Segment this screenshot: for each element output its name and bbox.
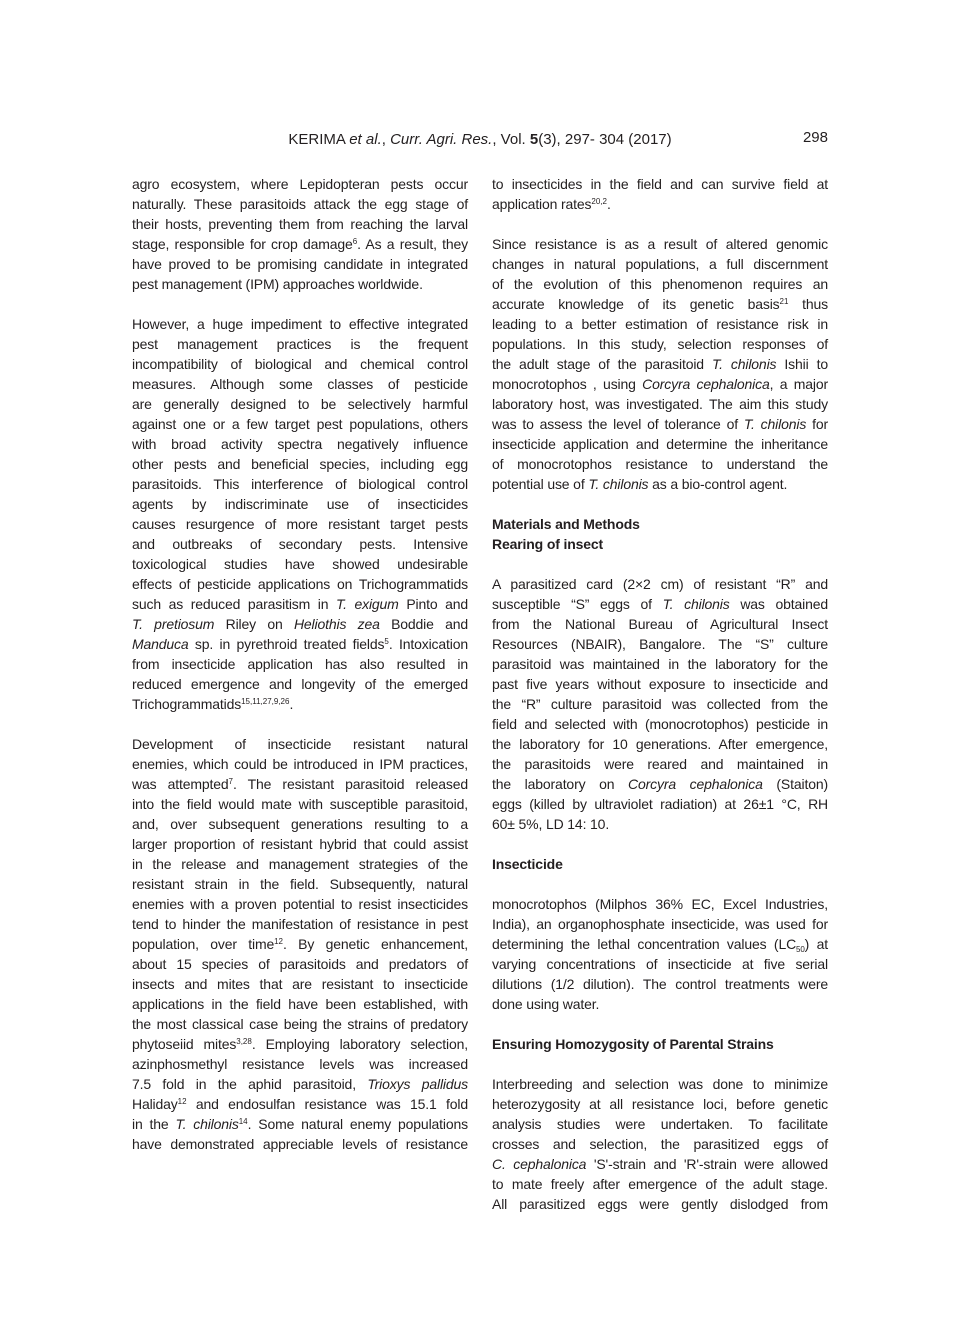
italic-term: C. cephalonica: [492, 1156, 587, 1172]
paragraph-gap: [492, 214, 828, 234]
text-line: analysis studies were undertaken. To facilitate: [492, 1116, 828, 1132]
text-line: with broad activity spectra negatively influence: [132, 436, 468, 452]
italic-term: T. chilonis: [743, 416, 807, 432]
text-line: [492, 774, 828, 794]
text-run: . Some natural enemy populations: [247, 1116, 468, 1132]
text-run: as a bio-control agent.: [648, 476, 788, 492]
text-run: stage, responsible for crop damage: [132, 236, 353, 252]
text-line: have proved to be promising candidate in integrated: [132, 256, 468, 272]
paragraph: [492, 234, 828, 494]
paragraph: [492, 894, 828, 1014]
text-line: of monocrotophos resistance to understand the: [492, 456, 828, 472]
text-run: 'S'-strain and 'R'-strain were allowed: [586, 1156, 828, 1172]
text-line: the parasitoids were reared and maintained in: [492, 756, 828, 772]
text-run: was obtained: [729, 596, 828, 612]
italic-term: Corcyra cephalonica: [642, 376, 770, 392]
journal-name: Curr. Agri. Res.: [390, 131, 493, 148]
text-line: in the release and management strategies of the: [132, 856, 468, 872]
text-line: done using water.: [492, 996, 600, 1012]
text-line: dilutions (1/2 dilution). The control treatments were: [492, 976, 828, 992]
text-run: Pinto and: [398, 596, 469, 612]
issue-pages-year: (3), 297- 304 (2017): [538, 131, 672, 148]
text-line: [492, 934, 828, 954]
paragraph-gap: [132, 714, 468, 734]
text-line: are generally designed to be selectively harmful: [132, 396, 468, 412]
text-line: insecticide application and determine the inheritance: [492, 436, 828, 452]
text-line: tend to hinder the manifestation of resistance in pest: [132, 916, 468, 932]
text-line: past five years without exposure to insecticide and: [492, 676, 828, 692]
text-line: field and selected with (monocrotophos) pesticide in: [492, 716, 828, 732]
text-run: .: [289, 696, 294, 712]
text-run: phytoseiid mites: [132, 1036, 237, 1052]
et-al: et al.: [349, 131, 382, 148]
text-line: the most classical case being the strains of predatory: [132, 1016, 468, 1032]
italic-term: T. chilonis: [711, 356, 777, 372]
text-line: causes resurgence of more resistant target pests: [132, 516, 468, 532]
text-run: thus: [788, 296, 828, 312]
text-line: [132, 774, 468, 794]
text-run: sp. in pyrethroid treated fields: [188, 636, 385, 652]
text-line: the “R” culture parasitoid was collected from the: [492, 696, 828, 712]
text-line: [132, 1074, 468, 1094]
text-run: the adult stage of the parasitoid: [492, 356, 712, 372]
text-line: enemies, which could be introduced in IPM practices,: [132, 756, 468, 772]
italic-term: Heliothis zea: [293, 616, 380, 632]
text-run: .: [606, 196, 611, 212]
citation-superscript: 3,28: [236, 1037, 252, 1046]
citation-superscript: 14: [238, 1117, 248, 1126]
text-run: ) at: [804, 936, 828, 952]
paragraph: [132, 174, 468, 294]
text-line: [132, 694, 468, 714]
text-line: [492, 414, 828, 434]
text-line: agro ecosystem, where Lepidopteran pests occur: [132, 176, 468, 192]
text-line: about 15 species of parasitoids and predators of: [132, 956, 468, 972]
subscript: 50: [796, 945, 805, 954]
text-run: accurate knowledge of its genetic basis: [492, 296, 780, 312]
text-run: such as reduced parasitism in: [132, 596, 336, 612]
italic-term: Corcyra cephalonica: [628, 776, 763, 792]
volume-number: 5: [529, 131, 539, 148]
paragraph-gap: [492, 554, 828, 574]
italic-term: Manduca: [132, 636, 189, 652]
text-line: laboratory host, was investigated. The aim this study: [492, 396, 828, 412]
text-line: toxicological studies have showed undesirable: [132, 556, 468, 572]
text-line: reduced emergence and longevity of the emerged: [132, 676, 468, 692]
citation-superscript: 20,2: [591, 197, 607, 206]
section-heading: Ensuring Homozygosity of Parental Strains: [492, 1036, 774, 1052]
text-line: heterozygosity at all resistance loci, before genetic: [492, 1096, 828, 1112]
text-line: crosses and selection, the parasitized eggs of: [492, 1136, 828, 1152]
text-run: determining the lethal concentration values (LC: [492, 936, 797, 952]
text-run: was to assess the level of tolerance of: [492, 416, 744, 432]
text-line: [492, 474, 828, 494]
journal-citation: KERIMA et al., Curr. Agri. Res., Vol. 5(3), 297- 304 (2017): [288, 131, 672, 148]
text-line: [492, 294, 828, 314]
text-line: populations. In this study, selection responses of: [492, 336, 828, 352]
text-line: [492, 374, 828, 394]
text-line: All parasitized eggs were gently dislodged from: [492, 1196, 828, 1212]
text-line: However, a huge impediment to effective integrated: [132, 316, 468, 332]
text-line: other pests and beneficial species, including egg: [132, 456, 468, 472]
section-heading: Rearing of insect: [492, 536, 604, 552]
text-line: India), an organophosphate insecticide, was used for: [492, 916, 828, 932]
text-line: [132, 634, 468, 654]
text-line: enemies with a proven potential to resist insecticides: [132, 896, 468, 912]
text-line: the laboratory for 10 generations. After emergence,: [492, 736, 828, 752]
text-line: [132, 614, 468, 634]
text-line: pest management (IPM) approaches worldwide.: [132, 276, 423, 292]
text-run: potential use of: [492, 476, 589, 492]
text-line: [132, 1094, 468, 1114]
text-run: Trichogrammatids: [132, 696, 242, 712]
paragraph: [132, 314, 468, 714]
text-line: from the National Bureau of Agricultural Insect: [492, 616, 828, 632]
text-run: in the: [132, 1116, 176, 1132]
text-line: leading to a better estimation of resistance risk in: [492, 316, 828, 332]
author: KERIMA: [288, 131, 346, 148]
text-line: larger proportion of resistant hybrid that could assist: [132, 836, 468, 852]
text-run: . By genetic enhancement,: [283, 936, 468, 952]
paragraph-gap: [492, 1054, 828, 1074]
paragraph: [132, 734, 468, 1154]
citation-superscript: 15,11,27,9,26: [241, 697, 290, 706]
text-run: was attempted: [132, 776, 229, 792]
citation-superscript: 21: [779, 297, 789, 306]
text-line: from insecticide application has also resulted in: [132, 656, 468, 672]
text-line: into the field would mate with susceptible parasitoid,: [132, 796, 468, 812]
text-line: [132, 934, 468, 954]
text-run: for: [806, 416, 828, 432]
italic-term: T. chilonis: [662, 596, 730, 612]
paragraph-gap: [492, 834, 828, 854]
text-line: of the evolution of this phenomenon requires an: [492, 276, 828, 292]
text-run: (Staiton): [762, 776, 828, 792]
text-line: [132, 1114, 468, 1134]
text-line: naturally. These parasitoids attack the egg stage of: [132, 196, 468, 212]
paragraph: [492, 174, 828, 214]
text-run: monocrotophos , using: [492, 376, 643, 392]
text-line: agents by indiscriminate use of insecticides: [132, 496, 468, 512]
paragraph-gap: [492, 1014, 828, 1034]
text-line: and outbreaks of secondary pests. Intensive: [132, 536, 468, 552]
text-line: Development of insecticide resistant natural: [132, 736, 468, 752]
text-line: [132, 1034, 468, 1054]
text-line: [492, 1154, 828, 1174]
text-run: population, over time: [132, 936, 275, 952]
text-run: application rates: [492, 196, 592, 212]
text-line: [132, 594, 468, 614]
text-line: against one or a few target pest populations, others: [132, 416, 468, 432]
text-line: resistant strain in the field. Subsequently, natural: [132, 876, 468, 892]
left-column: [132, 174, 468, 1154]
text-line: changes in natural populations, a full discernment: [492, 256, 828, 272]
text-line: Since resistance is as a result of altered genomic: [492, 236, 828, 252]
text-line: [132, 234, 468, 254]
text-line: their hosts, preventing them from reaching the larval: [132, 216, 468, 232]
text-run: . Employing laboratory selection,: [251, 1036, 468, 1052]
text-line: parasitoid was maintained in the laboratory for the: [492, 656, 828, 672]
text-line: monocrotophos (Milphos 36% EC, Excel Industries,: [492, 896, 828, 912]
text-line: 60± 5%, LD 14: 10.: [492, 816, 610, 832]
text-run: , a major: [769, 376, 828, 392]
text-line: measures. Although some classes of pesticide: [132, 376, 468, 392]
text-run: the laboratory on: [492, 776, 629, 792]
citation-superscript: 12: [274, 937, 284, 946]
citation-superscript: 6: [352, 237, 358, 246]
italic-term: Trioxys pallidus: [367, 1076, 468, 1092]
text-run: . Intoxication: [388, 636, 468, 652]
citation-superscript: 12: [177, 1097, 187, 1106]
citation-superscript: 5: [384, 637, 389, 646]
text-line: azinphosmethyl resistance levels was increased: [132, 1056, 468, 1072]
text-run: Boddie and: [379, 616, 469, 632]
text-line: pest management practices is the frequent: [132, 336, 468, 352]
text-line: effects of pesticide applications on Trichogrammatids: [132, 576, 468, 592]
italic-term: T. pretiosum: [132, 616, 215, 632]
text-line: [492, 354, 828, 374]
paragraph-gap: [132, 294, 468, 314]
text-line: to mate freely after emergence of the adult stage.: [492, 1176, 828, 1192]
text-run: Haliday: [132, 1096, 178, 1112]
text-line: applications in the field have been established, with: [132, 996, 468, 1012]
section-heading: Insecticide: [492, 856, 563, 872]
running-header: [0, 130, 960, 150]
text-run: . As a result, they: [357, 236, 468, 252]
text-line: [492, 194, 828, 214]
page-number: 298: [802, 129, 828, 146]
volume-label: , Vol.: [492, 131, 530, 148]
text-line: eggs (killed by ultraviolet radiation) at 26±1 °C, RH: [492, 796, 828, 812]
italic-term: T. exigum: [335, 596, 399, 612]
text-run: susceptible “S” eggs of: [492, 596, 663, 612]
paragraph: [492, 1074, 828, 1214]
citation-superscript: 7: [228, 777, 233, 786]
paragraph-gap: [492, 874, 828, 894]
text-run: Riley on: [214, 616, 294, 632]
text-run: 7.5 fold in the aphid parasitoid,: [132, 1076, 368, 1092]
text-line: A parasitized card (2×2 cm) of resistant “R” and: [492, 576, 828, 592]
paragraph: [492, 574, 828, 834]
italic-term: T. chilonis: [588, 476, 649, 492]
text-run: Ishii to: [776, 356, 828, 372]
section-heading: Materials and Methods: [492, 516, 640, 532]
text-line: Resources (NBAIR), Bangalore. The “S” culture: [492, 636, 828, 652]
text-line: to insecticides in the field and can survive field at: [492, 176, 828, 192]
text-line: parasitoids. This interference of biological control: [132, 476, 468, 492]
text-line: Interbreeding and selection was done to minimize: [492, 1076, 828, 1092]
text-run: and endosulfan resistance was 15.1 fold: [186, 1096, 468, 1112]
text-run: . The resistant parasitoid released: [232, 776, 468, 792]
italic-term: T. chilonis: [175, 1116, 239, 1132]
text-line: [492, 594, 828, 614]
text-line: varying concentrations of insecticide at five serial: [492, 956, 828, 972]
right-column: [492, 174, 828, 1214]
text-line: have demonstrated appreciable levels of resistance: [132, 1136, 468, 1152]
text-line: incompatibility of biological and chemical control: [132, 356, 468, 372]
paragraph-gap: [492, 494, 828, 514]
text-line: insects and mites that are resistant to insecticide: [132, 976, 468, 992]
text-line: and, over subsequent generations resulting to a: [132, 816, 468, 832]
